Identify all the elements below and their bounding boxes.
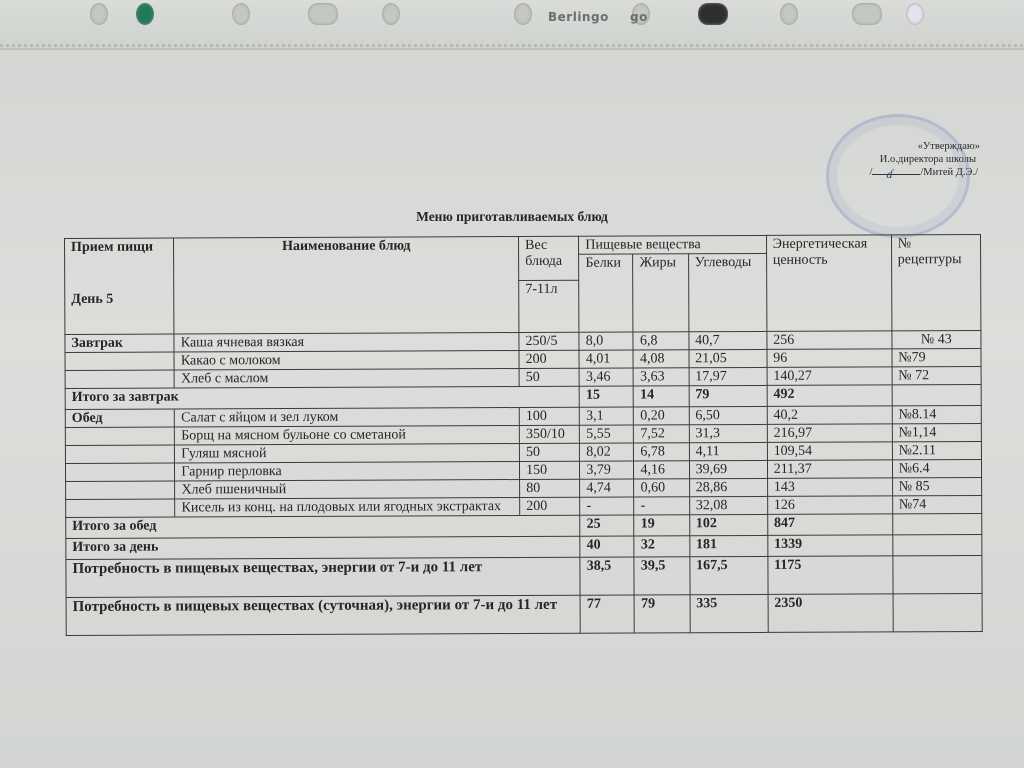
dish-recipe: № 43 xyxy=(892,331,981,349)
total-carbs: 102 xyxy=(689,514,767,535)
dish-protein: 5,55 xyxy=(580,425,634,443)
dish-protein: 4,01 xyxy=(579,350,633,368)
header-dish-name: Наименование блюд xyxy=(174,237,519,335)
dish-name: Кисель из конц. на плодовых или ягодных экстрактах xyxy=(175,498,520,518)
header-recipe: № рецептуры xyxy=(891,235,981,331)
dish-name: Хлеб с маслом xyxy=(174,369,519,389)
signature-blank xyxy=(872,167,920,181)
dish-energy: 40,2 xyxy=(767,406,892,425)
total-label: Итого за день xyxy=(66,536,580,559)
need-recipe xyxy=(893,593,982,631)
approval-position: И.о.директора школы xyxy=(879,154,976,165)
dish-recipe: №1,14 xyxy=(892,423,981,441)
need-carbs: 167,5 xyxy=(690,556,768,594)
dish-recipe: №79 xyxy=(892,348,981,366)
need-energy: 1175 xyxy=(768,556,893,595)
dish-fat: 4,08 xyxy=(633,350,688,368)
total-carbs: 181 xyxy=(689,535,767,556)
dish-energy: 96 xyxy=(767,349,892,368)
dish-recipe: №8.14 xyxy=(892,405,981,423)
header-row-1 xyxy=(65,235,981,257)
sheet-protector-strip xyxy=(0,0,1024,50)
dish-energy: 126 xyxy=(767,496,892,515)
total-recipe xyxy=(892,534,981,555)
need-label: Потребность в пищевых веществах, энергии от 7-и до 11 лет xyxy=(66,557,580,597)
dish-weight: 250/5 xyxy=(519,332,579,350)
dish-protein: 3,46 xyxy=(579,368,633,386)
dish-name: Борщ на мясном бульоне со сметаной xyxy=(175,426,520,446)
director-name: /Митей Д.Э./ xyxy=(920,167,978,178)
total-recipe xyxy=(892,384,981,405)
dish-energy: 140,27 xyxy=(767,367,892,386)
dish-carbs: 4,11 xyxy=(689,442,767,460)
meal-label: Завтрак xyxy=(65,334,174,352)
total-fat: 14 xyxy=(634,386,689,407)
dish-weight: 200 xyxy=(520,497,580,515)
total-carbs: 79 xyxy=(689,385,767,406)
need-energy: 2350 xyxy=(768,594,893,633)
header-nutrients: Пищевые вещества xyxy=(579,235,766,254)
total-label: Итого за завтрак xyxy=(65,386,579,409)
meal-label-empty xyxy=(65,427,174,445)
dish-carbs: 39,69 xyxy=(689,460,767,478)
need-protein: 77 xyxy=(580,595,634,633)
dish-protein: 8,02 xyxy=(580,443,634,461)
approval-block xyxy=(835,140,980,179)
dish-protein: 3,1 xyxy=(580,407,634,425)
meal-label: Обед xyxy=(65,409,174,427)
total-label: Итого за обед xyxy=(66,515,580,538)
punch-hole xyxy=(698,3,728,25)
dish-weight: 50 xyxy=(519,368,579,386)
dish-recipe: №2.11 xyxy=(892,441,981,459)
total-energy: 1339 xyxy=(768,535,893,557)
header-fat: Жиры xyxy=(633,254,689,332)
dish-name: Хлеб пшеничный xyxy=(175,480,520,500)
need-meal-row xyxy=(66,555,982,597)
need-label: Потребность в пищевых веществах (суточная), энергии от 7-и до 11 лет xyxy=(66,595,580,635)
need-recipe xyxy=(893,555,982,593)
dish-name: Какао с молоком xyxy=(174,351,519,371)
header-weight: Вес блюда xyxy=(519,236,579,280)
slash: / xyxy=(869,167,873,178)
dish-name: Гарнир перловка xyxy=(175,462,520,482)
punch-hole xyxy=(382,3,400,25)
need-fat: 79 xyxy=(635,595,690,633)
dish-weight: 200 xyxy=(519,350,579,368)
punch-hole xyxy=(852,3,882,25)
total-protein: 15 xyxy=(579,386,633,407)
dish-fat: 3,63 xyxy=(634,368,689,386)
dish-carbs: 31,3 xyxy=(689,424,767,442)
perforation-line xyxy=(0,44,1024,47)
meal-label-empty xyxy=(65,352,174,370)
day-label: День 5 xyxy=(71,291,114,307)
total-protein: 25 xyxy=(580,515,634,536)
need-carbs: 335 xyxy=(690,594,768,632)
dish-protein: 3,79 xyxy=(580,461,634,479)
dish-protein: 8,0 xyxy=(579,332,633,350)
need-protein: 38,5 xyxy=(580,557,634,595)
dish-carbs: 40,7 xyxy=(689,331,767,349)
punch-hole xyxy=(514,3,532,25)
dish-recipe: №74 xyxy=(892,495,981,513)
dish-carbs: 28,86 xyxy=(689,478,767,496)
header-protein: Белки xyxy=(579,254,633,332)
meal-label-empty xyxy=(66,481,175,499)
brand-label-partial: go xyxy=(630,10,648,24)
header-weight-age: 7-11л xyxy=(519,280,579,332)
total-fat: 32 xyxy=(634,536,689,557)
total-protein: 40 xyxy=(580,536,634,557)
dish-weight: 350/10 xyxy=(519,425,579,443)
punch-hole xyxy=(308,3,338,25)
dish-weight: 80 xyxy=(520,479,580,497)
header-energy: Энергетическая ценность xyxy=(766,235,891,332)
dish-fat: 7,52 xyxy=(634,425,689,443)
dish-energy: 211,37 xyxy=(767,460,892,479)
meal-label-empty xyxy=(65,370,174,388)
dish-weight: 100 xyxy=(519,407,579,425)
dish-carbs: 21,05 xyxy=(689,349,767,367)
menu-table xyxy=(64,234,983,636)
meal-label-empty xyxy=(66,499,175,517)
punch-hole xyxy=(232,3,250,25)
dish-name: Каша ячневая вязкая xyxy=(174,333,519,353)
approval-signature-line xyxy=(835,166,978,179)
need-fat: 39,5 xyxy=(634,557,689,595)
dish-recipe: № 85 xyxy=(892,477,981,495)
dish-weight: 150 xyxy=(520,461,580,479)
dish-energy: 216,97 xyxy=(767,424,892,443)
dish-name: Салат с яйцом и зел луком xyxy=(175,408,520,428)
dish-carbs: 32,08 xyxy=(689,496,767,514)
approval-heading: «Утверждаю» xyxy=(917,141,980,152)
dish-protein: - xyxy=(580,497,634,515)
punch-hole xyxy=(136,3,154,25)
dish-fat: 6,8 xyxy=(633,332,688,350)
dish-carbs: 6,50 xyxy=(689,406,767,424)
header-carbs: Углеводы xyxy=(688,253,766,331)
dish-fat: 0,20 xyxy=(634,407,689,425)
dish-carbs: 17,97 xyxy=(689,367,767,385)
punch-hole xyxy=(780,3,798,25)
dish-energy: 256 xyxy=(767,331,892,350)
signature-mark: ɗ xyxy=(886,167,893,181)
total-energy: 492 xyxy=(767,385,892,407)
dish-recipe: № 72 xyxy=(892,366,981,384)
dish-energy: 109,54 xyxy=(767,442,892,461)
need-daily-row xyxy=(66,593,982,635)
total-fat: 19 xyxy=(634,515,689,536)
dish-name: Гуляш мясной xyxy=(175,444,520,464)
dish-fat: 6,78 xyxy=(634,443,689,461)
dish-protein: 4,74 xyxy=(580,479,634,497)
meal-label-empty xyxy=(65,463,174,481)
total-energy: 847 xyxy=(767,514,892,536)
header-meal: Прием пищи День 5 xyxy=(65,238,175,334)
dish-fat: 0,60 xyxy=(634,479,689,497)
total-recipe xyxy=(892,513,981,534)
dish-recipe: №6.4 xyxy=(892,459,981,477)
dish-energy: 143 xyxy=(767,478,892,497)
punch-hole xyxy=(906,3,924,25)
brand-label: Berlingo xyxy=(548,10,609,24)
dish-fat: - xyxy=(634,497,689,515)
document-title: Меню приготавливаемых блюд xyxy=(416,209,608,224)
punch-hole xyxy=(90,3,108,25)
meal-label-empty xyxy=(65,445,174,463)
dish-weight: 50 xyxy=(519,443,579,461)
dish-fat: 4,16 xyxy=(634,461,689,479)
